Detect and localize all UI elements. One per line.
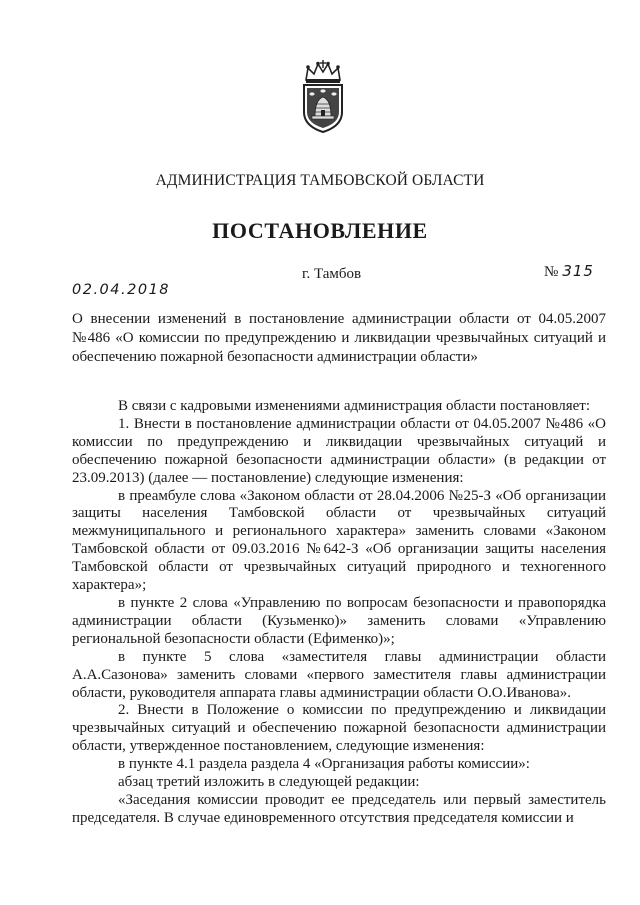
body-paragraph: 2. Внести в Положение о комиссии по предупреждению и ликвидации чрезвычайных ситуаций и обеспечению пожарной безопасности администрации области, утвержденное постановлением, следующие изменения: — [72, 702, 606, 755]
body-paragraph: в пункте 5 слова «заместителя главы администрации области А.А.Сазонова» заменить словами «первого заместителя главы администрации области, руководителя аппарата главы администрации области О.О.Иванова». — [72, 648, 606, 701]
coat-of-arms-emblem — [298, 60, 348, 134]
body-paragraph: в преамбуле слова «Законом области от 28.04.2006 №25-З «Об организации защиты населения Тамбовской области от чрезвычайных ситуаций межмуниципального и регионального характера» заменить словами «Законом Тамбовской области от 09.03.2016 №642-З «Об организации защиты населения Тамбовской области от чрезвычайных ситуаций природного и техногенного характера»; — [72, 487, 606, 594]
document-body — [72, 398, 606, 828]
number-prefix: № — [544, 264, 559, 280]
body-paragraph: абзац третий изложить в следующей редакции: — [118, 774, 420, 791]
document-type-title: ПОСТАНОВЛЕНИЕ — [212, 218, 428, 243]
body-paragraph: 1. Внести в постановление администрации области от 04.05.2007 №486 «О комиссии по предупреждению и ликвидации чрезвычайных ситуаций и обеспечению пожарной безопасности администрации области» (в редакции от 23.09.2013) (далее — постановление) следующие изменения: — [72, 415, 606, 486]
body-paragraph: В связи с кадровыми изменениями администрация области постановляет: — [118, 398, 591, 414]
city-label: г. Тамбов — [302, 266, 362, 282]
document-subject: О внесении изменений в постановление администрации области от 04.05.2007 №486 «О комиссии по предупреждению и ликвидации чрезвычайных ситуаций и обеспечению пожарной безопасности администрации области» — [72, 311, 606, 365]
handwritten-date: 02.04.2018 — [72, 282, 171, 298]
body-paragraph: в пункте 2 слова «Управлению по вопросам безопасности и правопорядка администрации области (Кузьменко)» заменить словами «Управлению региональной безопасности области (Ефименко)»; — [72, 594, 606, 647]
handwritten-number: 315 — [562, 262, 594, 280]
body-paragraph: «Заседания комиссии проводит ее председатель или первый заместитель председателя. В случае единовременного отсутствия председателя комиссии и — [72, 791, 606, 826]
document-number — [544, 262, 594, 281]
body-paragraph: в пункте 4.1 раздела раздела 4 «Организация работы комиссии»: — [118, 756, 530, 773]
organization-title: АДМИНИСТРАЦИЯ ТАМБОВСКОЙ ОБЛАСТИ — [155, 172, 485, 189]
